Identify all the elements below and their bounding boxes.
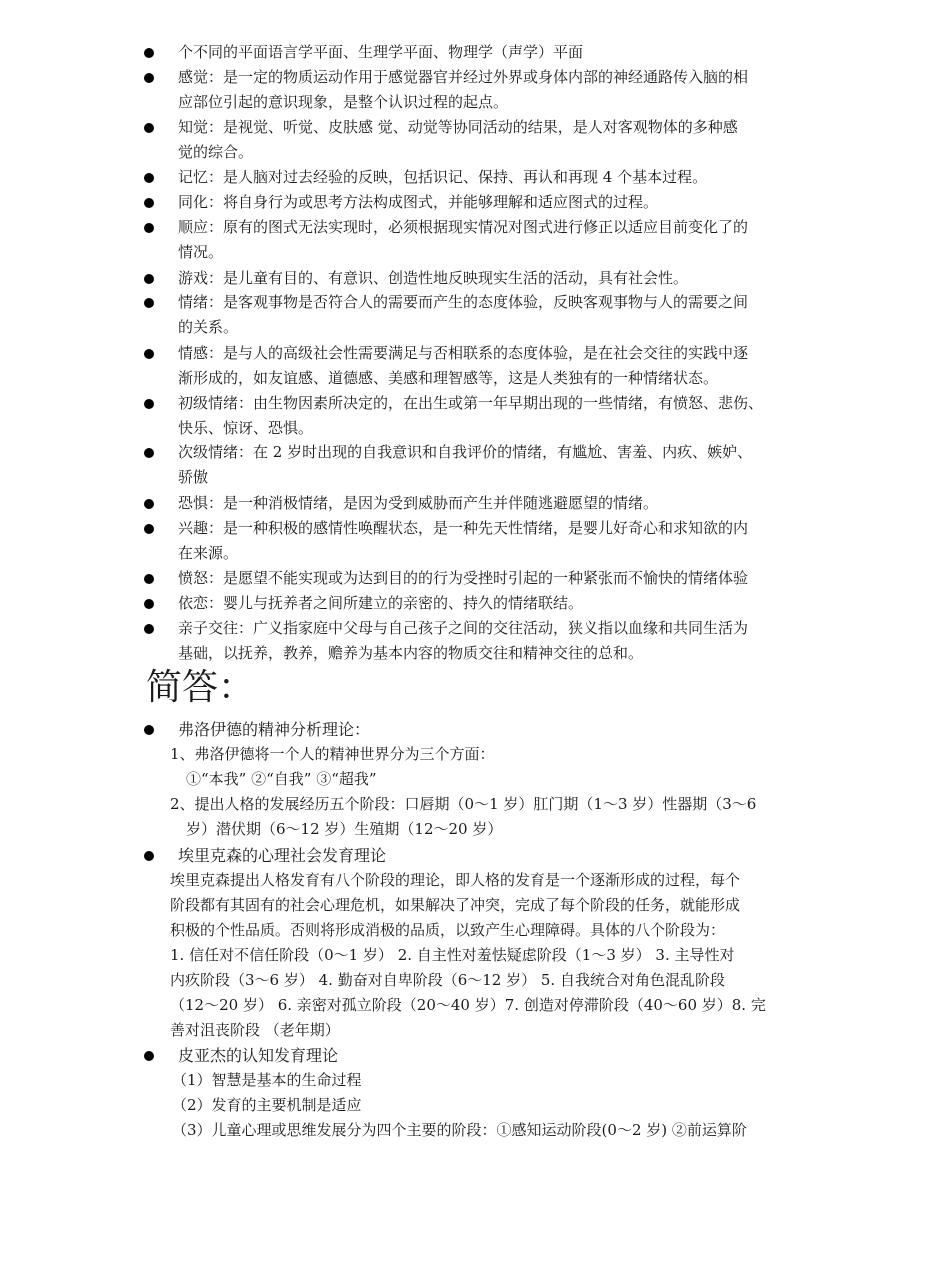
freud-line: ①“本我” ②“自我” ③“超我” [186,770,377,788]
bullet-icon [144,48,154,58]
piaget-line: （3）儿童心理或思维发展分为四个主要的阶段：①感知运动阶段(0～2 岁) ②前运算阶 [172,1121,747,1139]
bullet-icon [144,274,154,284]
bullet-icon [144,499,154,509]
definition-item: 游戏：是儿童有目的、有意识、创造性地反映现实生活的活动，具有社会性。 [146,266,836,291]
erikson-heading: 埃里克森的心理社会发育理论 [146,843,354,868]
bullet-icon [144,725,154,735]
bullet-icon [144,851,154,861]
piaget-heading: 皮亚杰的认知发育理论 [146,1043,306,1068]
erikson-line: 埃里克森提出人格发育有八个阶段的理论，即人格的发育是一个逐渐形成的过程，每个 [170,871,741,889]
erikson-line: 阶段都有其固有的社会心理危机，如果解决了冲突，完成了每个阶段的任务，就能形成 [170,896,741,914]
bullet-icon [144,173,154,183]
definition-item: 同化：将自身行为或思考方法构成图式，并能够理解和适应图式的过程。 [146,190,836,215]
bullet-icon [144,123,154,133]
bullet-icon [144,599,154,609]
freud-line: 1、弗洛伊德将一个人的精神世界分为三个方面： [170,745,495,763]
piaget-line: （1）智慧是基本的生命过程 [172,1071,362,1089]
section-heading: 简答： [146,667,255,708]
bullet-icon [144,298,154,308]
bullet-icon [144,223,154,233]
erikson-line: （12～20 岁） 6. 亲密对孤立阶段（20～40 岁）7. 创造对停滞阶段（40～60 岁）8. 完 [170,996,766,1014]
definition-item: 情感：是与人的高级社会性需要满足与否相联系的态度体验，是在社会交往的实践中逐 渐形成的，如友谊感、道德感、美感和理智感等，这是人类独有的一种情绪状态。 [146,341,836,391]
definition-item: 恐惧：是一种消极情绪，是因为受到威胁而产生并伴随逃避愿望的情绪。 [146,491,836,516]
freud-heading: 弗洛伊德的精神分析理论： [146,717,338,742]
bullet-icon [144,624,154,634]
definition-item: 亲子交往：广义指家庭中父母与自己孩子之间的交往活动，狭义指以血缘和共同生活为 基础，以抚养，教养，赡养为基本内容的物质交往和精神交往的总和。 [146,616,836,666]
bullet-icon [144,198,154,208]
erikson-line: 善对沮丧阶段 （老年期） [170,1021,340,1039]
piaget-line: （2）发育的主要机制是适应 [172,1096,362,1114]
freud-line: 岁）潜伏期（6～12 岁）生殖期（12～20 岁） [186,820,503,838]
definition-item: 依恋：婴儿与抚养者之间所建立的亲密的、持久的情绪联结。 [146,591,836,616]
definition-item: 愤怒：是愿望不能实现或为达到目的的行为受挫时引起的一种紧张而不愉快的情绪体验 [146,566,836,591]
definition-item: 顺应：原有的图式无法实现时，必须根据现实情况对图式进行修正以适应目前变化了的 情况。 [146,215,836,265]
definition-item: 情绪：是客观事物是否符合人的需要而产生的态度体验，反映客观事物与人的需要之间 的关系。 [146,290,836,340]
bullet-icon [144,574,154,584]
bullet-icon [144,73,154,83]
bullet-icon [144,448,154,458]
definition-item: 次级情绪：在 2 岁时出现的自我意识和自我评价的情绪，有尴尬、害羞、内疚、嫉妒、 骄傲 [146,440,836,490]
freud-line: 2、提出人格的发展经历五个阶段：口唇期（0～1 岁）肛门期（1～3 岁）性器期（3～6 [170,795,757,813]
bullet-icon [144,1051,154,1061]
definition-item: 个不同的平面语言学平面、生理学平面、物理学（声学）平面 [146,40,836,65]
erikson-line: 内疚阶段（3～6 岁） 4. 勤奋对自卑阶段（6～12 岁） 5. 自我统合对角色混乱阶段 [170,971,725,989]
erikson-line: 1. 信任对不信任阶段（0～1 岁） 2. 自主性对羞怯疑虑阶段（1～3 岁） 3. 主导性对 [170,946,735,964]
definition-item: 初级情绪：由生物因素所决定的，在出生或第一年早期出现的一些情绪，有愤怒、悲伤、 快乐、惊讶、恐惧。 [146,391,836,441]
definition-item: 兴趣：是一种积极的感情性唤醒状态，是一种先天性情绪，是婴儿好奇心和求知欲的内 在来源。 [146,516,836,566]
definition-item: 记忆：是人脑对过去经验的反映，包括识记、保持、再认和再现 4 个基本过程。 [146,165,836,190]
definition-item: 感觉：是一定的物质运动作用于感觉器官并经过外界或身体内部的神经通路传入脑的相 应部位引起的意识现象，是整个认识过程的起点。 [146,65,836,115]
definition-item: 知觉：是视觉、听觉、皮肤感 觉、动觉等协同活动的结果，是人对客观物体的多种感 觉的综合。 [146,115,836,165]
bullet-icon [144,349,154,359]
bullet-icon [144,524,154,534]
erikson-line: 积极的个性品质。否则将形成消极的品质，以致产生心理障碍。具体的八个阶段为： [170,921,726,939]
bullet-icon [144,399,154,409]
